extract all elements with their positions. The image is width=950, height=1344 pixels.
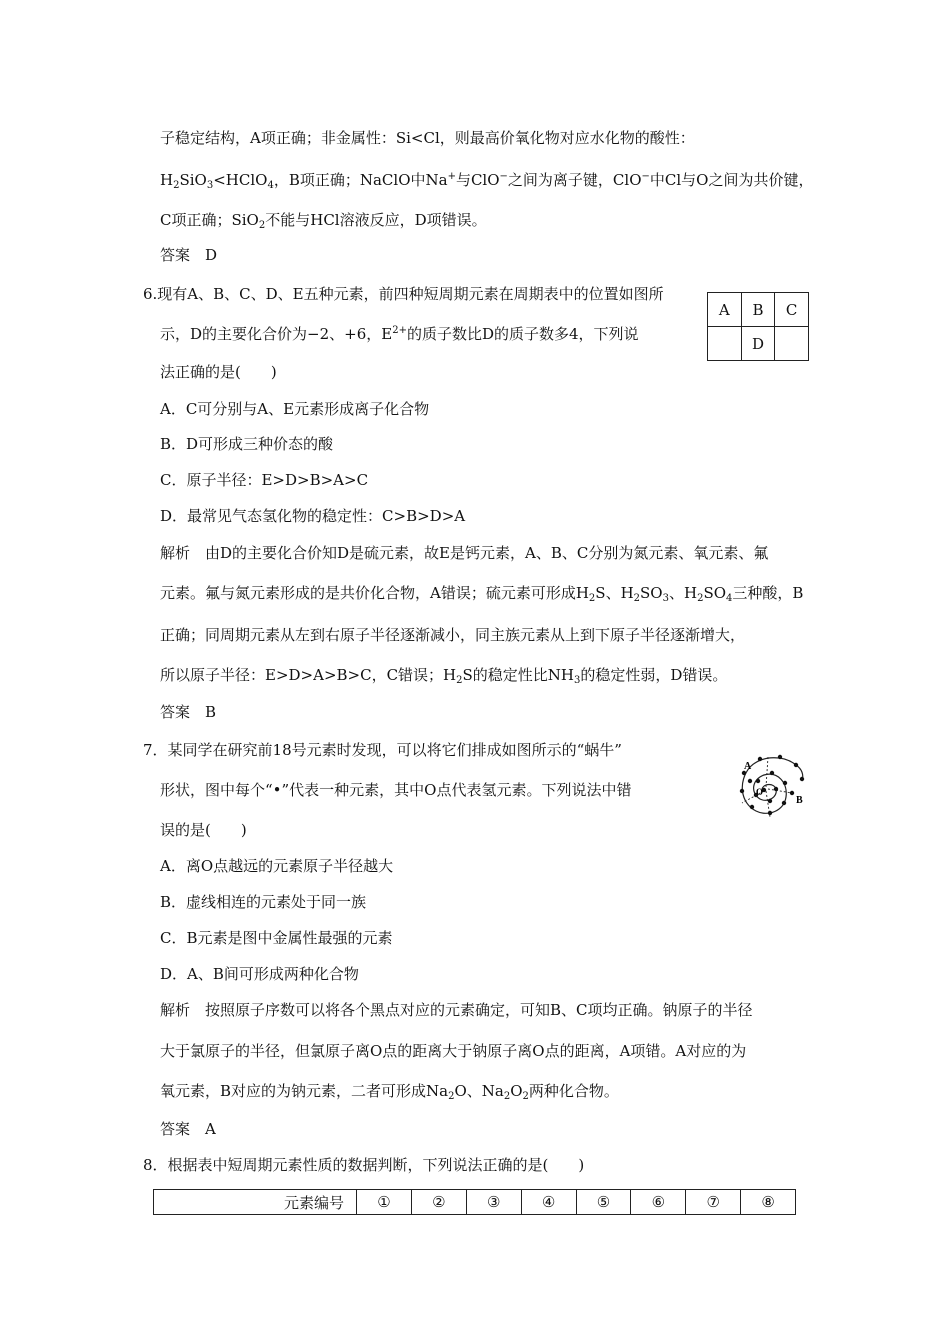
q7-stem-line-1: 7．某同学在研究前18号元素时发现，可以将它们排成如图所示的“蜗牛” — [143, 741, 622, 759]
grid-cell — [708, 327, 742, 361]
table-col-header: ② — [411, 1190, 466, 1215]
q7-option-c: C．B元素是图中金属性最强的元素 — [160, 929, 393, 947]
q7-stem-line-2: 形状，图中每个“•”代表一种元素，其中O点代表氢元素。下列说法中错 — [160, 781, 632, 799]
snail-diagram — [730, 745, 810, 830]
table-header-cell: 元素编号 — [154, 1190, 357, 1215]
q7-explanation-line-2: 大于氯原子的半径，但氯原子离O点的距离大于钠原子离O点的距离，A项错。A对应的为 — [160, 1042, 747, 1060]
periodic-position-grid — [707, 292, 809, 361]
table-col-header: ⑦ — [686, 1190, 741, 1215]
q6-option-d: D．最常见气态氢化物的稳定性：C>B>D>A — [160, 507, 466, 525]
table-col-header: ④ — [521, 1190, 576, 1215]
grid-cell: B — [741, 293, 775, 327]
label-o: O — [756, 787, 764, 797]
prev-answer: 答案 D — [160, 246, 218, 264]
grid-cell: A — [708, 293, 742, 327]
q6-explanation-line-4: 所以原子半径：E>D>A>B>C，C错误；$H_2S$的稳定性比$NH_3$的稳定性弱，D错误。 — [160, 666, 728, 686]
q8-stem: 8．根据表中短周期元素性质的数据判断，下列说法正确的是( ) — [143, 1156, 585, 1174]
prev-line-3: C项正确；SiO$_2$不能与HCl溶液反应，D项错误。 — [160, 211, 487, 231]
table-col-header: ① — [357, 1190, 412, 1215]
q6-stem-line-2: 示，D的主要化合价为−2、+6，$E^{2+}$的质子数比D的质子数多4，下列说 — [160, 325, 639, 343]
q7-option-b: B．虚线相连的元素处于同一族 — [160, 893, 367, 911]
q6-explanation-line-2: 元素。氟与氮元素形成的是共价化合物，A错误；硫元素可形成$H_2S$、$H_2SO_3$、$H_2SO_4$三种酸，B — [160, 584, 804, 604]
q7-explanation-line-1: 解析 按照原子序数可以将各个黑点对应的元素确定，可知B、C项均正确。钠原子的半径 — [160, 1001, 753, 1019]
dashed-line — [768, 789, 792, 793]
q7-stem-line-3: 误的是( ) — [160, 821, 247, 839]
grid-cell: C — [775, 293, 809, 327]
q6-option-a: A．C可分别与A、E元素形成离子化合物 — [160, 400, 430, 418]
prev-line-1: 子稳定结构，A项正确；非金属性：Si<Cl，则最高价氧化物对应水化物的酸性： — [160, 129, 695, 147]
element-data-table — [153, 1189, 796, 1215]
table-col-header: ⑥ — [631, 1190, 686, 1215]
label-b: B — [796, 795, 803, 806]
q6-answer: 答案 B — [160, 703, 217, 721]
table-col-header: ⑧ — [741, 1190, 796, 1215]
q6-stem-line-1: 6.现有A、B、C、D、E五种元素，前四种短周期元素在周期表中的位置如图所 — [143, 285, 664, 303]
table-col-header: ③ — [466, 1190, 521, 1215]
q6-explanation-line-1: 解析 由D的主要化合价知D是硫元素，故E是钙元素，A、B、C分别为氮元素、氧元素、氟 — [160, 544, 769, 562]
q6-option-b: B．D可形成三种价态的酸 — [160, 435, 334, 453]
label-a: A — [744, 761, 752, 772]
table-col-header: ⑤ — [576, 1190, 631, 1215]
q6-explanation-line-3: 正确；同周期元素从左到右原子半径逐渐减小，同主族元素从上到下原子半径逐渐增大， — [160, 626, 746, 644]
q7-explanation-line-3: 氧元素，B对应的为钠元素，二者可形成$Na_2O$、$Na_2O_2$两种化合物。 — [160, 1082, 619, 1102]
prev-line-2: $H_2SiO_3<HClO_4$，B项正确；NaClO中Na+与ClO−之间为离子键，ClO−中Cl与O之间为共价键， — [160, 171, 814, 191]
dashed-line — [766, 757, 768, 787]
q6-stem-line-3: 法正确的是( ) — [160, 363, 277, 381]
q7-option-d: D．A、B间可形成两种化合物 — [160, 965, 359, 983]
q7-option-a: A．离O点越远的元素原子半径越大 — [160, 857, 394, 875]
q6-option-c: C．原子半径：E>D>B>A>C — [160, 471, 369, 489]
q7-answer: 答案 A — [160, 1120, 216, 1138]
grid-cell — [775, 327, 809, 361]
table-row — [154, 1190, 796, 1215]
grid-cell: D — [741, 327, 775, 361]
